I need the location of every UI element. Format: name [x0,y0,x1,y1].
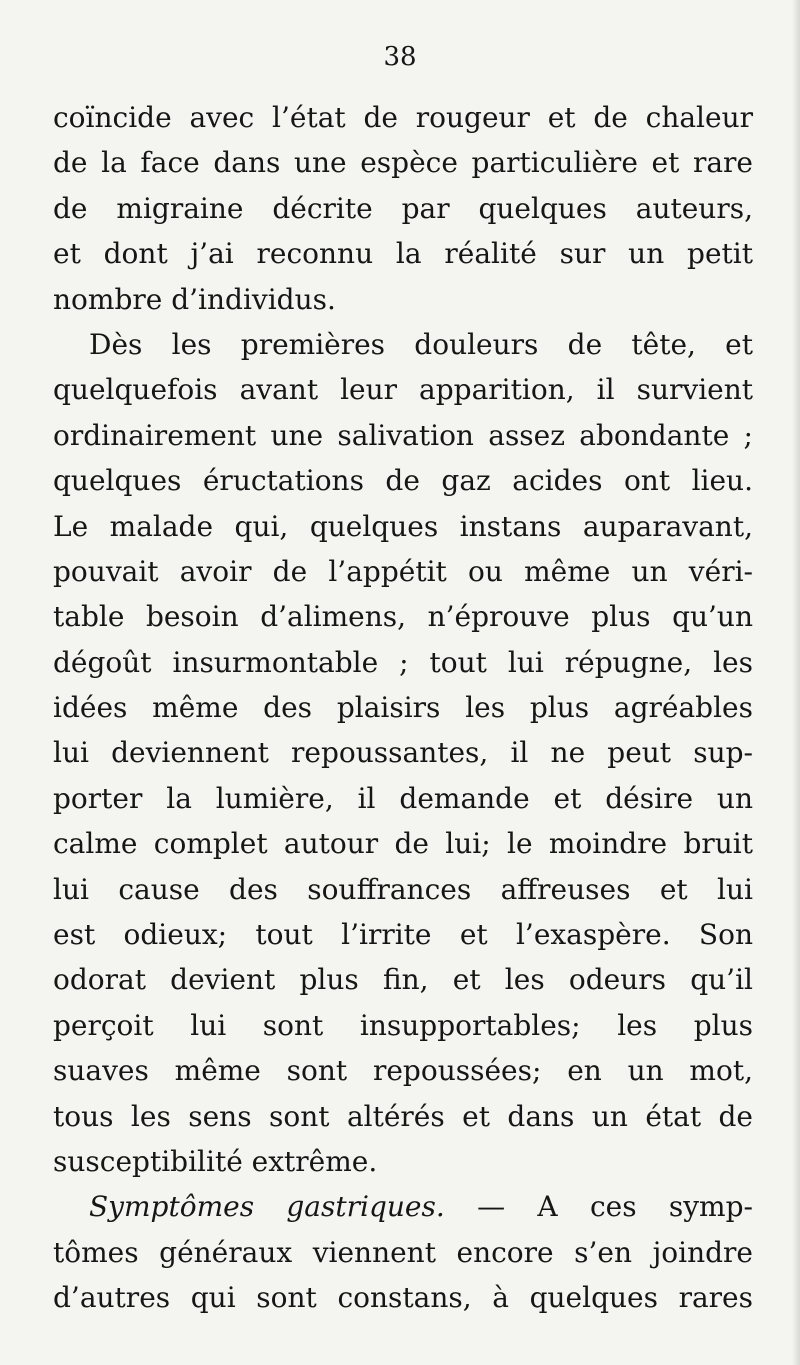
text-line: de la face dans une espèce particulière et rare [53,146,753,180]
text-line: idées même des plaisirs les plus agréables [53,691,753,725]
text-line: quelques éructations de gaz acides ont lieu. [53,464,753,498]
text-line: calme complet autour de lui; le moindre bruit [53,827,753,861]
text-line: coïncide avec l’état de rougeur et de chaleur [53,101,753,134]
text-line: odorat devient plus fin, et les odeurs qu’il [53,963,753,997]
text-line: Le malade qui, quelques instans auparavant, [53,509,753,543]
text-line: lui deviennent repoussantes, il ne peut sup- [53,736,753,770]
text-line: quelquefois avant leur apparition, il survient [53,373,753,407]
text-line [53,1184,753,1229]
text-line: et dont j’ai reconnu la réalité sur un petit [53,237,753,271]
body-text [53,95,753,1321]
text-line: d’autres qui sont constans, à quelques rares [53,1281,753,1315]
section-heading: Symptômes gastriques. [89,1190,445,1224]
text-line: est odieux; tout l’irrite et l’exaspère. Son [53,918,753,952]
page-edge-shadow [792,0,800,1365]
text-line: nombre d’individus. [53,282,336,316]
text-line: tous les sens sont altérés et dans un état de [53,1099,753,1133]
text-line: Dès les premières douleurs de tête, et [89,327,753,361]
page-number: 38 [383,42,417,72]
text-line: de migraine décrite par quelques auteurs, [53,191,753,225]
text-line: porter la lumière, il demande et désire un [53,781,753,815]
text-line: lui cause des souffrances affreuses et lui [53,872,753,906]
text-line: tômes généraux viennent encore s’en joindre [53,1235,753,1269]
text-run: — A ces symp- [477,1190,753,1224]
text-line: pouvait avoir de l’appétit ou même un véri- [53,554,753,588]
text-line: suaves même sont repoussées; en un mot, [53,1054,753,1088]
text-line: dégoût insurmontable ; tout lui répugne, les [53,645,753,679]
text-line: ordinairement une salivation assez abondante ; [53,418,753,452]
text-line: susceptibilité extrême. [53,1144,378,1178]
text-line: perçoit lui sont insupportables; les plus [53,1008,753,1042]
text-line: table besoin d’alimens, n’éprouve plus qu’un [53,600,753,634]
